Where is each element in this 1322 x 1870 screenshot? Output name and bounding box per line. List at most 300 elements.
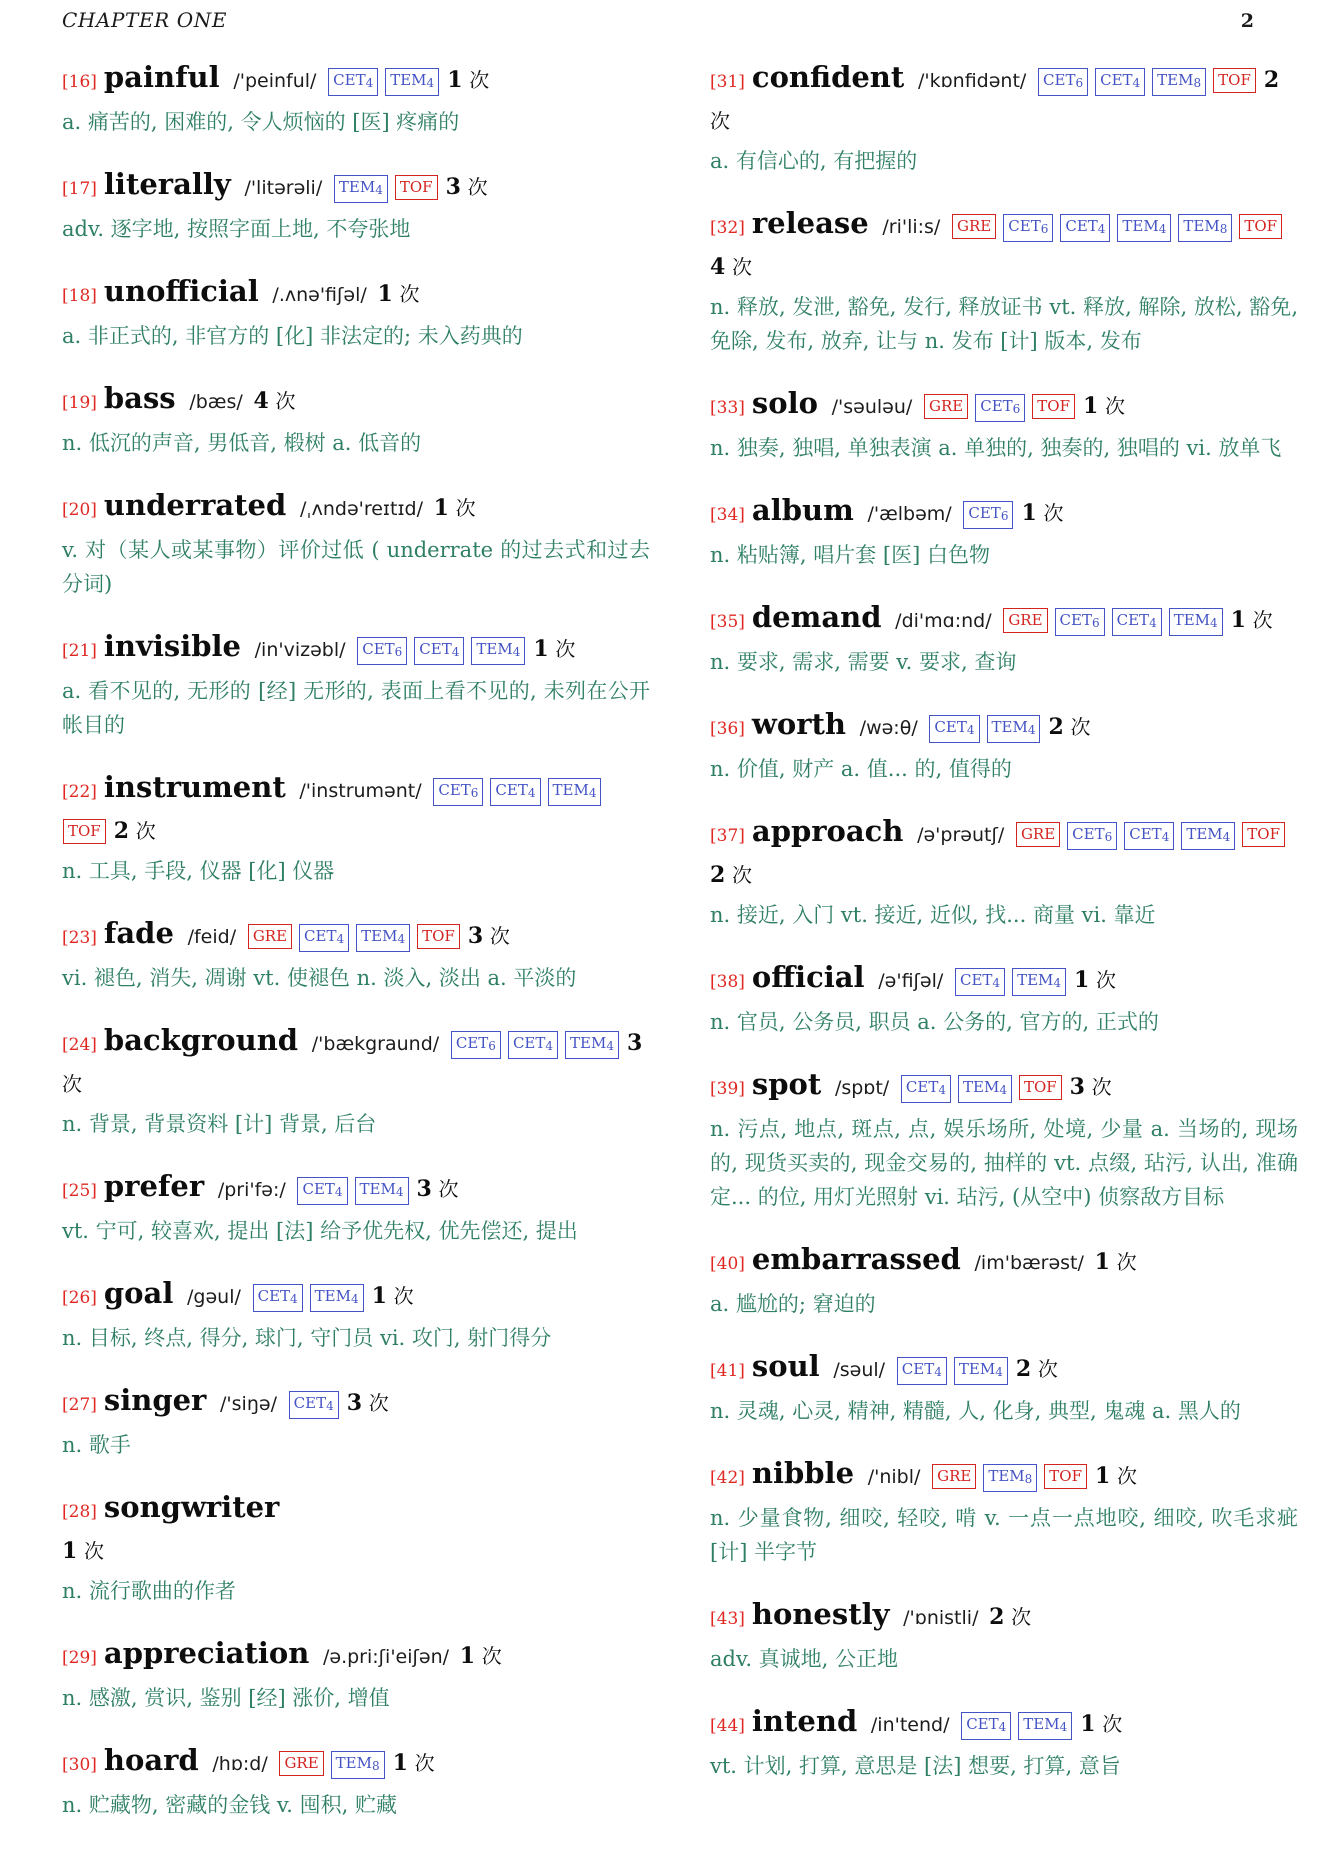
frequency-count: 2 [113,818,130,844]
entry-tags [1015,822,1291,846]
exam-tag-cet4: CET4 [897,1357,947,1385]
frequency-unit: 次 [84,1539,104,1563]
vocab-entry [710,598,1298,679]
vocab-entry [710,1454,1298,1569]
entry-number: [43] [710,1609,745,1629]
vocab-entry [710,1065,1298,1214]
exam-tag-level: 6 [1000,509,1009,523]
exam-tag-cet4: CET4 [1112,608,1162,636]
exam-tag-tof: TOF [1242,822,1285,847]
entry-number: [33] [710,398,745,418]
vocab-entry [62,1634,650,1715]
entry-word: invisible [103,629,241,663]
entry-frequency [1070,1075,1112,1099]
vocab-entry [710,491,1298,572]
entry-phonetic: /'instrumənt/ [299,780,422,802]
entry-definition: n. 少量食物, 细咬, 轻咬, 啃 v. 一点一点地咬, 细咬, 吹毛求疵 [计] 半字节 [710,1506,1298,1564]
frequency-count: 1 [533,636,549,662]
exam-tag-level: 4 [1149,616,1157,630]
exam-tag-cet4: CET4 [1124,822,1174,850]
entry-headline [62,1381,650,1425]
entry-frequency [1080,1712,1122,1736]
exam-tag-cet6: CET6 [975,394,1025,422]
entry-headline [62,1488,650,1571]
exam-tag-tem4: TEM4 [1117,214,1171,242]
entry-definition: vt. 计划, 打算, 意思是 [法] 想要, 打算, 意旨 [710,1754,1121,1778]
exam-tag-level: 4 [512,645,521,659]
frequency-count: 4 [253,388,269,414]
entry-word: solo [751,386,818,420]
entry-number: [44] [710,1716,745,1736]
exam-tag-level: 6 [1040,222,1049,236]
entry-number: [23] [62,928,97,948]
frequency-count: 1 [1094,1249,1110,1275]
entry-tags [333,175,444,199]
entry-word: background [103,1023,299,1057]
frequency-unit: 次 [1070,715,1091,739]
entry-tags [954,968,1072,992]
frequency-count: 3 [416,1176,432,1202]
frequency-unit: 次 [1037,1357,1058,1381]
entry-tags [296,1177,414,1201]
frequency-unit: 次 [732,255,752,279]
exam-tag-cet6: CET6 [357,637,407,665]
frequency-count: 2 [710,862,726,888]
entry-definition: n. 工具, 手段, 仪器 [化] 仪器 [62,859,335,883]
entry-word: honestly [751,1597,890,1631]
entry-headline [710,1065,1298,1109]
exam-tag-level: 8 [372,1759,380,1773]
entry-definition: n. 官员, 公务员, 职员 a. 公务的, 官方的, 正式的 [710,1010,1159,1034]
entry-number: [24] [62,1035,97,1055]
frequency-count: 3 [467,923,484,949]
frequency-count: 1 [459,1643,476,1669]
exam-tag-level: 4 [1027,723,1036,737]
entry-headline [62,627,650,671]
entry-definition: a. 有信心的, 有把握的 [710,149,918,173]
exam-tag-cet4: CET4 [1095,68,1145,96]
exam-tag-tem4: TEM4 [1169,608,1223,636]
entry-number: [21] [62,641,97,661]
entry-frequency [393,1751,435,1775]
entry-frequency [434,496,476,520]
entry-number: [38] [710,972,745,992]
vocab-entry [62,1274,650,1355]
entry-word: goal [103,1276,174,1310]
exam-tag-cet4: CET4 [253,1284,303,1312]
entry-frequency [62,1539,104,1563]
frequency-count: 3 [626,1030,643,1056]
exam-tag-tem4: TEM4 [987,715,1041,743]
vocab-entry [62,1167,650,1248]
exam-tag-level: 4 [1059,1720,1068,1734]
entry-frequency [989,1605,1031,1629]
entry-headline [710,705,1298,749]
entry-frequency [114,819,156,843]
entry-headline [62,486,650,530]
entry-word: confident [751,60,905,94]
entry-phonetic: /'ælbəm/ [867,503,952,525]
exam-tag-level: 4 [995,1365,1003,1379]
exam-tag-level: 4 [1210,616,1218,630]
entry-frequency [533,637,575,661]
exam-tag-cet4: CET4 [1060,214,1110,242]
exam-tag-tem4: TEM4 [1012,968,1066,996]
exam-tag-level: 4 [1053,976,1062,990]
exam-tag-tof: TOF [1044,1464,1087,1489]
exam-tag-tem4: TEM4 [565,1031,619,1059]
entry-phonetic: /'kɒnfidənt/ [917,70,1027,92]
exam-tag-tof: TOF [1032,394,1075,419]
entry-number: [35] [710,612,745,632]
entry-word: hoard [103,1743,199,1777]
exam-tag-tem4: TEM4 [471,637,525,665]
frequency-unit: 次 [455,496,476,520]
exam-tag-cet4: CET4 [508,1031,558,1059]
entry-number: [30] [62,1755,97,1775]
entry-headline [710,812,1298,895]
entry-number: [17] [62,179,97,199]
exam-tag-level: 4 [1222,830,1231,844]
vocab-entry [62,768,650,888]
entry-phonetic: /səul/ [833,1359,886,1381]
entry-number: [22] [62,782,97,802]
frequency-unit: 次 [414,1751,435,1775]
exam-tag-tem4: TEM4 [954,1357,1008,1385]
frequency-unit: 次 [1096,968,1117,992]
entry-headline [710,598,1298,642]
exam-tag-cet4: CET4 [414,637,464,665]
entry-headline [62,1634,650,1678]
entry-definition: n. 低沉的声音, 男低音, 椴树 a. 低音的 [62,431,422,455]
entry-word: singer [103,1383,207,1417]
exam-tag-cet6: CET6 [1003,214,1053,242]
entry-frequency [253,389,295,413]
entry-phonetic: /hɒ:d/ [212,1753,268,1775]
entry-frequency [1095,1464,1137,1488]
entry-headline [710,1595,1298,1639]
entry-frequency [710,255,752,279]
exam-tag-cet6: CET6 [1067,822,1117,850]
vocab-entry [62,1741,650,1822]
frequency-unit: 次 [275,389,296,413]
exam-tag-tem4: TEM4 [334,175,388,203]
entry-frequency [1048,715,1090,739]
exam-tag-level: 4 [397,932,406,946]
exam-tag-level: 4 [351,1292,359,1306]
frequency-count: 1 [1095,1463,1111,1489]
exam-tag-level: 4 [334,1185,343,1199]
exam-tag-cet6: CET6 [963,501,1013,529]
exam-tag-cet4: CET4 [929,715,979,743]
entry-phonetic: /in'tend/ [870,1714,950,1736]
entry-tags [1037,68,1262,92]
entry-headline [62,165,650,209]
entry-phonetic: /'səuləu/ [831,396,913,418]
exam-tag-tof: TOF [1213,68,1256,93]
entry-number: [27] [62,1395,97,1415]
entry-headline [710,1702,1298,1746]
entry-tags [951,214,1288,238]
entry-definition: n. 贮藏物, 密藏的金钱 v. 囤积, 贮藏 [62,1793,397,1817]
entry-tags [252,1284,370,1308]
entry-headline [710,1454,1298,1498]
frequency-unit: 次 [1117,1464,1138,1488]
frequency-count: 4 [710,254,726,280]
frequency-count: 1 [371,1283,387,1309]
entry-word: prefer [103,1169,205,1203]
entry-word: official [751,960,865,994]
frequency-count: 3 [346,1390,363,1416]
vocab-entry [710,705,1298,786]
entry-number: [42] [710,1468,745,1488]
exam-tag-level: 8 [1193,76,1202,90]
entry-number: [40] [710,1254,745,1274]
frequency-unit: 次 [489,924,510,948]
entry-tags [327,68,445,92]
entry-frequency [1231,608,1273,632]
entry-phonetic: /ə.pri:ʃi'eiʃən/ [322,1646,450,1668]
exam-tag-level: 4 [1161,830,1170,844]
entry-phonetic: /ə'fiʃəl/ [878,970,944,992]
exam-tag-level: 4 [1097,222,1106,236]
entry-number: [36] [710,719,745,739]
exam-tag-cet4: CET4 [955,968,1005,996]
entry-word: literally [103,167,231,201]
exam-tag-gre: GRE [952,214,996,239]
vocab-entry [62,165,650,246]
exam-tag-cet4: CET4 [299,924,349,952]
exam-tag-tem4: TEM4 [385,68,439,96]
frequency-unit: 次 [467,175,488,199]
entry-phonetic: /wə:θ/ [859,717,918,739]
entry-number: [31] [710,72,745,92]
entry-headline [62,768,650,851]
vocab-entry [62,627,650,742]
entry-number: [20] [62,500,97,520]
exam-tag-level: 6 [1012,402,1021,416]
frequency-unit: 次 [710,109,730,133]
frequency-count: 2 [1015,1356,1032,1382]
entry-phonetic: /im'bærəst/ [974,1252,1084,1274]
entry-definition: vi. 褪色, 消失, 凋谢 vt. 使褪色 n. 淡入, 淡出 a. 平淡的 [62,966,577,990]
exam-tag-level: 4 [290,1292,298,1306]
entry-frequency [710,863,752,887]
vocab-entry [710,1595,1298,1676]
exam-tag-level: 4 [938,1083,946,1097]
exam-tag-cet6: CET6 [433,778,483,806]
exam-tag-tem8: TEM8 [983,1464,1037,1492]
entry-frequency [347,1391,389,1415]
entry-phonetic: /ˌʌndə'reɪtɪd/ [299,498,423,520]
entry-definition: n. 粘贴簿, 唱片套 [医] 白色物 [710,543,990,567]
entry-word: release [751,206,869,240]
exam-tag-level: 8 [1219,222,1228,236]
vocab-entry [710,58,1298,178]
entry-frequency [460,1644,502,1668]
exam-tag-tem4: TEM4 [356,924,410,952]
entry-tags [900,1075,1068,1099]
entry-definition: n. 流行歌曲的作者 [62,1579,236,1603]
entry-frequency [417,1177,459,1201]
entry-definition: a. 看不见的, 无形的 [经] 无形的, 表面上看不见的, 未列在公开帐目的 [62,679,650,737]
vocab-entry [62,379,650,460]
entry-word: demand [751,600,882,634]
frequency-unit: 次 [368,1391,389,1415]
entry-frequency [1016,1357,1058,1381]
page-number: 2 [1240,10,1254,32]
left-column [62,58,650,1848]
frequency-count: 2 [1048,714,1064,740]
exam-tag-tem8: TEM8 [1178,214,1232,242]
exam-tag-gre: GRE [1003,608,1047,633]
frequency-count: 1 [1021,500,1037,526]
frequency-unit: 次 [438,1177,459,1201]
entry-headline [62,58,650,102]
exam-tag-level: 4 [395,1185,404,1199]
vocab-entry [710,1702,1298,1783]
exam-tag-level: 4 [545,1039,554,1053]
entry-phonetic: /.ʌnə'fiʃəl/ [272,284,367,306]
vocab-entry [62,486,650,601]
entry-headline [62,914,650,958]
entry-word: intend [751,1704,858,1738]
entry-definition: a. 非正式的, 非官方的 [化] 非法定的; 未入药典的 [62,324,523,348]
exam-tag-level: 4 [326,1399,334,1413]
exam-tag-level: 4 [375,183,383,197]
entry-phonetic: /in'vizəbl/ [254,639,346,661]
entry-headline [710,384,1298,428]
entry-number: [32] [710,218,745,238]
exam-tag-gre: GRE [924,394,968,419]
frequency-unit: 次 [1102,1712,1123,1736]
entry-definition: adv. 真诚地, 公正地 [710,1647,899,1671]
exam-tag-level: 6 [1075,76,1084,90]
entry-phonetic: /pri'fə:/ [217,1179,286,1201]
exam-tag-level: 6 [1104,830,1113,844]
frequency-unit: 次 [393,1284,414,1308]
exam-tag-cet4: CET4 [328,68,378,96]
exam-tag-level: 6 [470,786,479,800]
frequency-unit: 次 [469,68,490,92]
exam-tag-level: 4 [588,786,597,800]
frequency-count: 1 [1080,1711,1096,1737]
entry-word: soul [751,1349,820,1383]
exam-tag-level: 4 [527,786,536,800]
exam-tag-gre: GRE [1016,822,1060,847]
entry-word: underrated [103,488,287,522]
exam-tag-tof: TOF [63,819,106,844]
exam-tag-level: 4 [966,723,975,737]
exam-tag-level: 4 [1158,222,1167,236]
frequency-unit: 次 [1091,1075,1112,1099]
vocab-entry [710,204,1298,358]
entry-word: painful [103,60,220,94]
entry-number: [37] [710,826,745,846]
exam-tag-gre: GRE [279,1751,323,1776]
entry-phonetic: /ə'prəutʃ/ [917,824,1005,846]
entry-tags [896,1357,1014,1381]
exam-tag-gre: GRE [932,1464,976,1489]
entry-headline [62,1274,650,1318]
vocab-entry [62,914,650,995]
chapter-title: CHAPTER ONE [62,8,228,32]
entry-word: nibble [751,1456,855,1490]
frequency-count: 1 [392,1750,408,1776]
right-column [710,58,1298,1848]
entry-number: [29] [62,1648,97,1668]
exam-tag-level: 4 [992,976,1001,990]
entry-number: [28] [62,1502,97,1522]
exam-tag-level: 4 [336,932,345,946]
exam-tag-cet4: CET4 [297,1177,347,1205]
vocab-entry [62,1021,650,1141]
entry-word: fade [103,916,174,950]
exam-tag-tem4: TEM4 [1018,1712,1072,1740]
vocab-entry [710,958,1298,1039]
entry-frequency [447,68,489,92]
entry-phonetic: /gəul/ [187,1286,241,1308]
entry-phonetic: /feid/ [187,926,237,948]
exam-tag-level: 4 [426,76,435,90]
exam-tag-cet4: CET4 [961,1712,1011,1740]
entry-definition: n. 释放, 发泄, 豁免, 发行, 释放证书 vt. 释放, 解除, 放松, 豁免, 免除, 发布, 放弃, 让与 n. 发布 [计] 版本, 发布 [710,295,1298,353]
exam-tag-tof: TOF [1019,1075,1062,1100]
exam-tag-level: 4 [1132,76,1141,90]
entry-phonetic: /bæs/ [189,391,243,413]
entry-phonetic: /di'mɑ:nd/ [895,610,992,632]
exam-tag-tem4: TEM4 [310,1284,364,1312]
exam-tag-level: 4 [365,76,374,90]
entry-definition: n. 独奏, 独唱, 单独表演 a. 单独的, 独奏的, 独唱的 vi. 放单飞 [710,436,1282,460]
vocab-entry [62,272,650,353]
entry-definition: n. 目标, 终点, 得分, 球门, 守门员 vi. 攻门, 射门得分 [62,1326,552,1350]
vocab-entry [710,812,1298,932]
frequency-count: 1 [377,281,393,307]
exam-tag-tem8: TEM8 [331,1751,385,1779]
entry-word: songwriter [103,1490,280,1524]
frequency-count: 2 [989,1604,1005,1630]
entry-number: [39] [710,1079,745,1099]
vocab-entry [62,58,650,139]
frequency-count: 1 [1230,607,1246,633]
entry-tags [278,1751,390,1775]
entry-word: instrument [103,770,286,804]
entry-word: worth [751,707,846,741]
entry-headline [710,204,1298,287]
entry-word: album [751,493,854,527]
exam-tag-tof: TOF [417,924,460,949]
exam-tag-tof: TOF [395,175,438,200]
entry-phonetic: /'siŋə/ [220,1393,277,1415]
entry-definition: v. 对（某人或某事物）评价过低 ( underrate 的过去式和过去分词) [62,538,650,596]
vocab-entry [710,1347,1298,1428]
entry-number: [19] [62,393,97,413]
frequency-unit: 次 [135,819,156,843]
entry-number: [41] [710,1361,745,1381]
entry-tags [288,1391,345,1415]
exam-tag-tem4: TEM4 [355,1177,409,1205]
exam-tag-level: 6 [1091,616,1100,630]
entry-word: appreciation [103,1636,310,1670]
exam-tag-cet6: CET6 [451,1031,501,1059]
entry-definition: n. 接近, 入门 vt. 接近, 近似, 找... 商量 vi. 靠近 [710,903,1156,927]
entry-headline [710,958,1298,1002]
entry-tags [356,637,531,661]
entry-frequency [377,282,419,306]
entry-number: [26] [62,1288,97,1308]
exam-tag-tem4: TEM4 [1181,822,1235,850]
